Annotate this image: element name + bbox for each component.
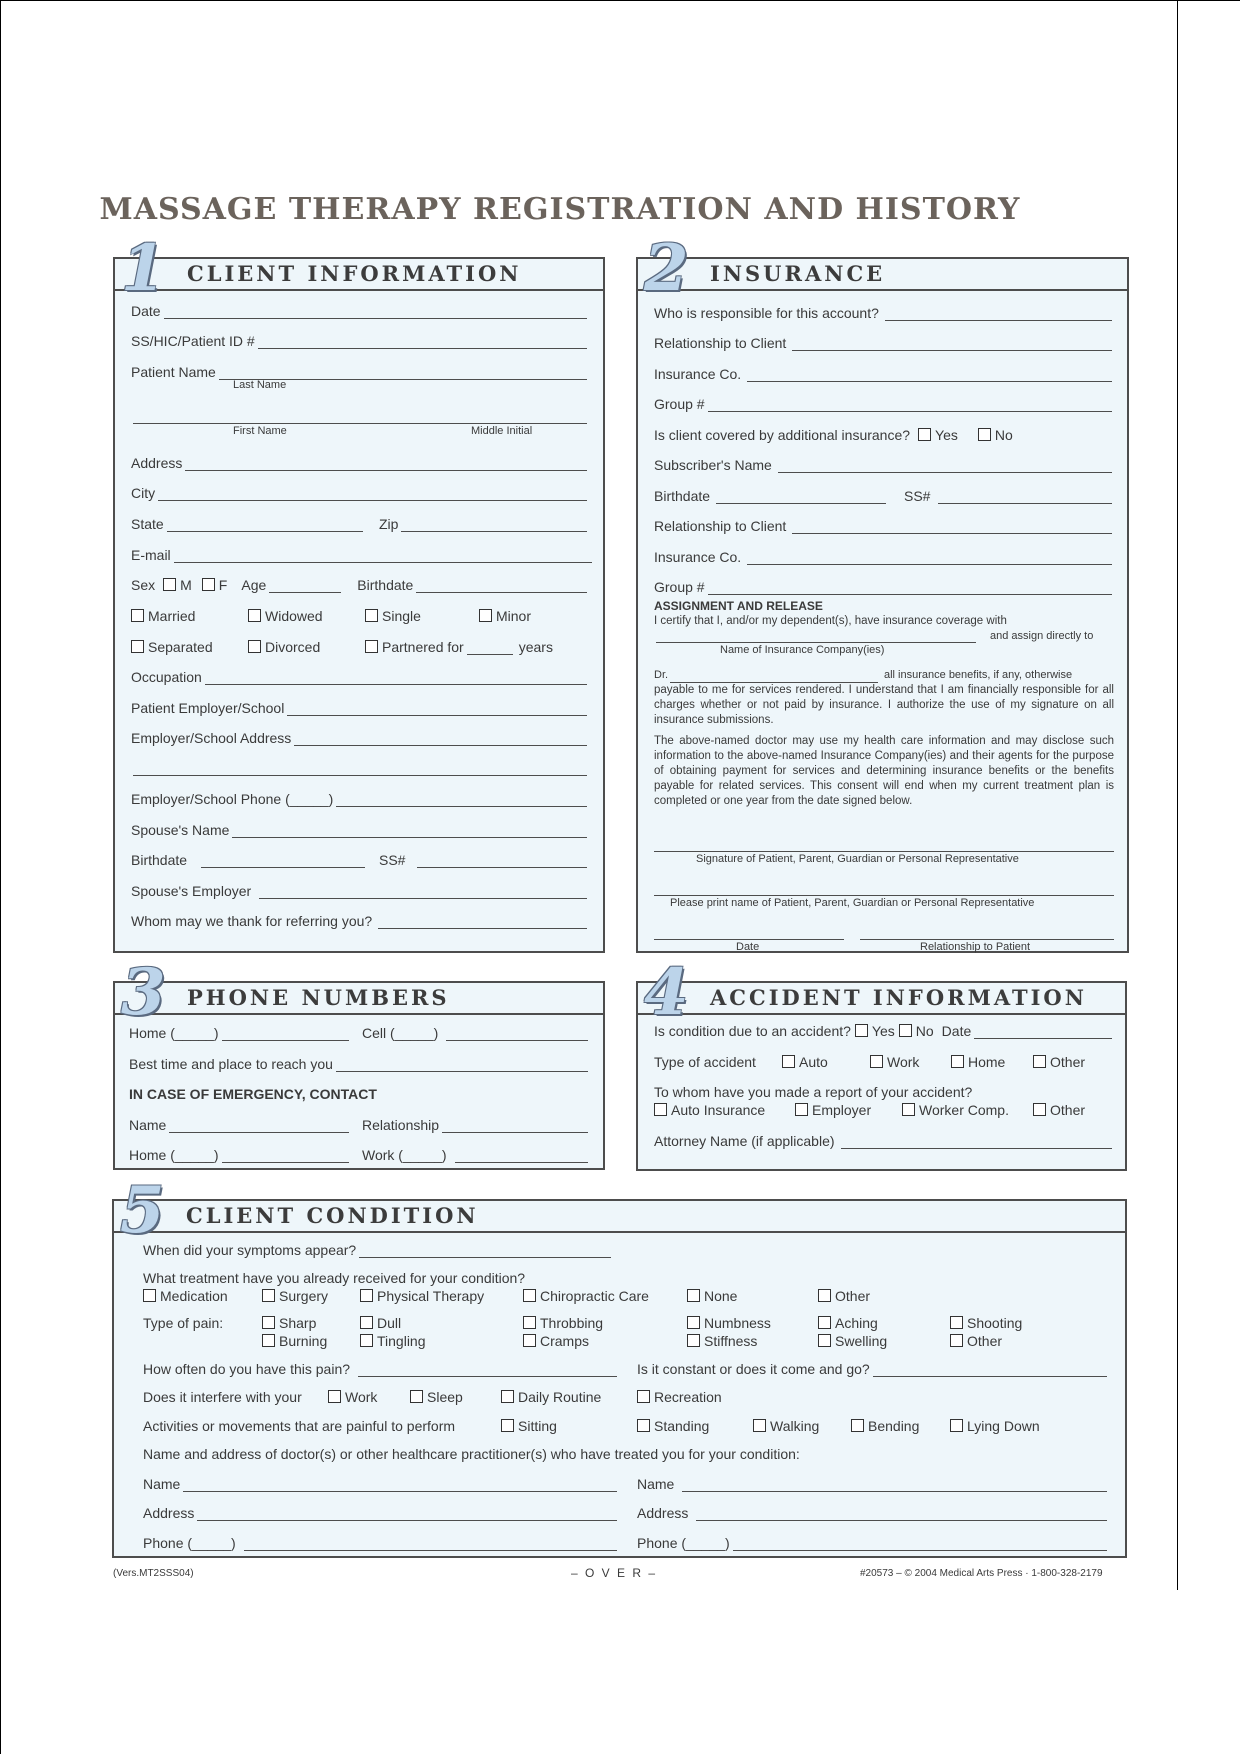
assign-direct-text: and assign directly to [990, 630, 1094, 642]
treatment-none-label: None [704, 1288, 738, 1304]
insurance-company-field[interactable] [656, 642, 976, 643]
treatment-physical-therapy-label: Physical Therapy [377, 1288, 485, 1304]
interfere-sleep-checkbox[interactable] [410, 1390, 423, 1403]
minor-checkbox[interactable] [479, 609, 492, 622]
patient-name-label: Patient Name [131, 364, 216, 380]
accident-other-label: Other [1050, 1054, 1086, 1070]
page-border-top [0, 0, 1240, 1]
treatment-other-checkbox[interactable] [818, 1289, 831, 1302]
subscriber-label: Subscriber's Name [654, 457, 772, 473]
subscriber-ss-field[interactable] [938, 489, 1112, 504]
spouse-employer-label: Spouse's Employer [131, 883, 252, 899]
employer-label: Patient Employer/School [131, 700, 285, 716]
age-field[interactable] [269, 578, 341, 593]
report-worker-comp-label: Worker Comp. [919, 1102, 1009, 1118]
pain-sharp-label: Sharp [279, 1315, 317, 1331]
occupation-label: Occupation [131, 669, 202, 685]
married-label: Married [148, 608, 196, 624]
insurance-co-label: Insurance Co. [654, 366, 742, 382]
additional-yes-checkbox[interactable] [918, 428, 931, 441]
pain-cramps-checkbox[interactable] [523, 1334, 536, 1347]
emergency-name-label: Name [129, 1117, 167, 1133]
section-phone-numbers [113, 955, 605, 1170]
pain-throbbing-checkbox[interactable] [523, 1316, 536, 1329]
activity-sitting-label: Sitting [518, 1418, 557, 1434]
activity-lying-down-label: Lying Down [967, 1418, 1040, 1434]
sex-m-label: M [180, 577, 192, 593]
activity-standing-checkbox[interactable] [637, 1419, 650, 1432]
additional-no-checkbox[interactable] [978, 428, 991, 441]
signature-field[interactable] [654, 851, 1114, 852]
accident-auto-checkbox[interactable] [782, 1055, 795, 1068]
email-field[interactable] [174, 548, 592, 563]
spouse-birthdate-field[interactable] [201, 853, 365, 868]
pain-burning-checkbox[interactable] [262, 1334, 275, 1347]
print-name-caption: Please print name of Patient, Parent, Guardian or Personal Representative [670, 897, 1035, 909]
treatment-surgery-label: Surgery [279, 1288, 329, 1304]
relationship-to-patient-caption: Relationship to Patient [920, 941, 1031, 953]
sex-label: Sex [131, 577, 156, 593]
interfere-label: Does it interfere with your [143, 1389, 302, 1405]
pain-cramps-label: Cramps [540, 1333, 590, 1349]
group2-field[interactable] [708, 580, 1112, 595]
age-label: Age [241, 577, 267, 593]
treatment-chiropractic-checkbox[interactable] [523, 1289, 536, 1302]
section-insurance [636, 231, 1129, 953]
interfere-daily-routine-checkbox[interactable] [501, 1390, 514, 1403]
treatment-surgery-checkbox[interactable] [262, 1289, 275, 1302]
relationship-field[interactable] [792, 336, 1112, 351]
activity-walking-checkbox[interactable] [753, 1419, 766, 1432]
pain-stiffness-checkbox[interactable] [687, 1334, 700, 1347]
emergency-heading: IN CASE OF EMERGENCY, CONTACT [129, 1086, 377, 1102]
interfere-recreation-label: Recreation [654, 1389, 722, 1405]
activity-sitting-checkbox[interactable] [501, 1419, 514, 1432]
responsible-field[interactable] [885, 306, 1112, 321]
doctor1-phone-field[interactable] [244, 1536, 617, 1551]
treatment-physical-therapy-checkbox[interactable] [360, 1289, 373, 1302]
pain-numbness-checkbox[interactable] [687, 1316, 700, 1329]
partnered-label: Partnered for [382, 639, 464, 655]
partnered-checkbox[interactable] [365, 640, 378, 653]
form-title: MASSAGE THERAPY REGISTRATION AND HISTORY [99, 192, 1021, 227]
widowed-label: Widowed [265, 608, 323, 624]
section-client-condition [112, 1173, 1127, 1558]
section-number: 3 [121, 955, 166, 1030]
interfere-work-checkbox[interactable] [328, 1390, 341, 1403]
doctor1-name-field[interactable] [183, 1477, 617, 1492]
section-title: CLIENT CONDITION [186, 1203, 479, 1228]
group2-label: Group # [654, 579, 705, 595]
last-name-caption: Last Name [233, 379, 287, 391]
spouse-employer-field[interactable] [259, 884, 587, 899]
home-phone-label: Home (_____) [129, 1025, 219, 1041]
version-code: (Vers.MT2SSS04) [113, 1568, 194, 1579]
over-indicator: – O V E R – [571, 1566, 658, 1580]
section-accident-information [636, 955, 1127, 1171]
additional-insurance-label: Is client covered by additional insurance? [654, 427, 911, 443]
interfere-daily-routine-label: Daily Routine [518, 1389, 602, 1405]
divorced-checkbox[interactable] [248, 640, 261, 653]
section-number: 4 [644, 955, 689, 1030]
doctor1-name-label: Name [143, 1476, 181, 1492]
interfere-recreation-checkbox[interactable] [637, 1390, 650, 1403]
interfere-work-label: Work [345, 1389, 378, 1405]
assignment-paragraph-3: The above-named doctor may use my health care information and may disclose such information to the above-named Insurance Company(ies) and their agents for the purpose of obtaining payment for services and determining insurance benefits or the benefits payable for related services. This consent will end when my current treatment plan is completed or one year from the date signed below. [654, 735, 1114, 807]
birthdate-label: Birthdate [357, 577, 414, 593]
cell-phone-field[interactable] [446, 1026, 588, 1041]
relationship2-label: Relationship to Client [654, 518, 787, 534]
city-field[interactable] [158, 486, 587, 501]
employer-address-field[interactable] [294, 731, 587, 746]
interfere-sleep-label: Sleep [427, 1389, 463, 1405]
emergency-relationship-field[interactable] [442, 1118, 588, 1133]
state-label: State [131, 516, 164, 532]
section-number: 2 [644, 231, 689, 306]
referral-field[interactable] [378, 914, 587, 929]
last-name-field[interactable] [219, 365, 587, 380]
section-title: PHONE NUMBERS [187, 985, 450, 1010]
separated-checkbox[interactable] [131, 640, 144, 653]
pain-burning-label: Burning [279, 1333, 328, 1349]
section-title: CLIENT INFORMATION [187, 261, 522, 286]
doctor2-phone-field[interactable] [733, 1536, 1107, 1551]
report-auto-insurance-label: Auto Insurance [671, 1102, 766, 1118]
accident-date-field[interactable] [974, 1024, 1112, 1039]
middle-initial-caption: Middle Initial [471, 425, 533, 437]
accident-no-label: No [915, 1023, 934, 1039]
treatment-label: What treatment have you already received for your condition? [143, 1270, 526, 1286]
constant-field[interactable] [873, 1362, 1107, 1377]
activity-lying-down-checkbox[interactable] [950, 1419, 963, 1432]
pain-tingling-label: Tingling [377, 1333, 426, 1349]
emergency-work-label: Work (_____) [362, 1147, 447, 1163]
report-employer-checkbox[interactable] [795, 1103, 808, 1116]
copyright: #20573 – © 2004 Medical Arts Press · 1-800-328-2179 [860, 1568, 1103, 1579]
treatment-other-label: Other [835, 1288, 871, 1304]
zip-label: Zip [379, 516, 399, 532]
additional-no-label: No [994, 427, 1013, 443]
subscriber-field[interactable] [778, 458, 1112, 473]
patient-id-field[interactable] [258, 334, 587, 349]
activity-standing-label: Standing [654, 1418, 710, 1434]
subscriber-birthdate-field[interactable] [716, 489, 886, 504]
emergency-name-field[interactable] [169, 1118, 349, 1133]
cell-phone-label: Cell (_____) [362, 1025, 439, 1041]
best-time-label: Best time and place to reach you [129, 1056, 333, 1072]
years-label: years [518, 639, 553, 655]
doctor2-phone-label: Phone (_____) [637, 1535, 730, 1551]
symptoms-label: When did your symptoms appear? [143, 1242, 357, 1258]
group-label: Group # [654, 396, 705, 412]
spouse-birthdate-label: Birthdate [131, 852, 188, 868]
emergency-home-label: Home (_____) [129, 1147, 219, 1163]
accident-type-label: Type of accident [654, 1054, 756, 1070]
sex-f-label: F [218, 577, 228, 593]
group-field[interactable] [708, 397, 1112, 412]
signed-date-caption: Date [736, 941, 760, 953]
accident-yes-checkbox[interactable] [855, 1024, 868, 1037]
signed-date-field[interactable] [654, 939, 844, 940]
attorney-label: Attorney Name (if applicable) [654, 1133, 835, 1149]
accident-no-checkbox[interactable] [899, 1024, 912, 1037]
accident-other-checkbox[interactable] [1033, 1055, 1046, 1068]
sex-f-checkbox[interactable] [202, 578, 215, 591]
assignment-title: ASSIGNMENT AND RELEASE [654, 599, 823, 613]
section-header [638, 955, 1125, 1030]
activity-bending-checkbox[interactable] [851, 1419, 864, 1432]
pain-other-label: Other [967, 1333, 1003, 1349]
accident-due-label: Is condition due to an accident? [654, 1023, 851, 1039]
pain-swelling-checkbox[interactable] [818, 1334, 831, 1347]
assignment-paragraph-2: payable to me for services rendered. I understand that I am financially responsible for all charges whether or not paid by insurance. I authorize the use of my signature on all insurance submissions. [654, 684, 1114, 726]
pain-dull-checkbox[interactable] [360, 1316, 373, 1329]
doctor2-address-field[interactable] [696, 1506, 1107, 1521]
attorney-field[interactable] [841, 1134, 1112, 1149]
pain-dull-label: Dull [377, 1315, 402, 1331]
relationship2-field[interactable] [792, 519, 1112, 534]
subscriber-ss-label: SS# [904, 488, 931, 504]
dr-label: Dr. [654, 669, 669, 681]
married-checkbox[interactable] [131, 609, 144, 622]
widowed-checkbox[interactable] [248, 609, 261, 622]
section-header [115, 231, 603, 306]
section-number: 1 [121, 231, 166, 306]
spouse-name-field[interactable] [232, 823, 587, 838]
page-border-left [0, 0, 1, 1754]
report-other-label: Other [1050, 1102, 1086, 1118]
birthdate-field[interactable] [416, 578, 587, 593]
doctor1-address-label: Address [143, 1505, 195, 1521]
patient-id-label: SS/HIC/Patient ID # [131, 333, 255, 349]
occupation-field[interactable] [205, 670, 587, 685]
emergency-relationship-label: Relationship [362, 1117, 440, 1133]
pain-sharp-checkbox[interactable] [262, 1316, 275, 1329]
how-often-field[interactable] [358, 1362, 617, 1377]
pain-stiffness-label: Stiffness [704, 1333, 758, 1349]
section-header [638, 231, 1127, 306]
city-label: City [131, 485, 156, 501]
spouse-name-label: Spouse's Name [131, 822, 230, 838]
sex-m-checkbox[interactable] [163, 578, 176, 591]
treatment-chiropractic-label: Chiropractic Care [540, 1288, 649, 1304]
single-checkbox[interactable] [365, 609, 378, 622]
insurance-co2-field[interactable] [747, 550, 1112, 565]
accident-auto-label: Auto [799, 1054, 828, 1070]
date-label: Date [131, 303, 161, 319]
insurance-co-field[interactable] [747, 367, 1112, 382]
accident-date-label: Date [941, 1023, 972, 1039]
first-name-caption: First Name [233, 425, 287, 437]
minor-label: Minor [496, 608, 532, 624]
first-name-field[interactable] [133, 423, 587, 424]
separated-label: Separated [148, 639, 213, 655]
spouse-ss-field[interactable] [417, 853, 587, 868]
relationship-to-patient-field[interactable] [860, 939, 1114, 940]
activities-label: Activities or movements that are painful to perform [143, 1418, 456, 1434]
activity-walking-label: Walking [770, 1418, 820, 1434]
email-label: E-mail [131, 547, 171, 563]
report-label: To whom have you made a report of your accident? [654, 1084, 973, 1100]
divorced-label: Divorced [265, 639, 321, 655]
pain-type-label: Type of pain: [143, 1315, 224, 1331]
report-employer-label: Employer [812, 1102, 872, 1118]
pain-aching-checkbox[interactable] [818, 1316, 831, 1329]
treatment-medication-label: Medication [160, 1288, 228, 1304]
report-other-checkbox[interactable] [1033, 1103, 1046, 1116]
employer-address-label: Employer/School Address [131, 730, 292, 746]
address-label: Address [131, 455, 183, 471]
doctor2-address-label: Address [637, 1505, 689, 1521]
section-title: INSURANCE [710, 261, 886, 286]
insurance-co2-label: Insurance Co. [654, 549, 742, 565]
best-time-field[interactable] [336, 1057, 588, 1072]
partnered-years-field[interactable] [467, 640, 513, 655]
all-benefits-text: all insurance benefits, if any, otherwise [884, 669, 1073, 681]
how-often-label: How often do you have this pain? [143, 1361, 351, 1377]
relationship-label: Relationship to Client [654, 335, 787, 351]
treatment-medication-checkbox[interactable] [143, 1289, 156, 1302]
date-field[interactable] [164, 304, 587, 319]
doctor1-phone-label: Phone (_____) [143, 1535, 236, 1551]
subscriber-birthdate-label: Birthdate [654, 488, 711, 504]
pain-swelling-label: Swelling [835, 1333, 888, 1349]
employer-address-field-2[interactable] [133, 775, 587, 776]
accident-yes-label: Yes [871, 1023, 895, 1039]
section-title: ACCIDENT INFORMATION [710, 985, 1087, 1010]
pain-aching-label: Aching [835, 1315, 878, 1331]
referral-label: Whom may we thank for referring you? [131, 913, 373, 929]
doctor2-name-label: Name [637, 1476, 675, 1492]
state-field[interactable] [167, 517, 363, 532]
print-name-field[interactable] [654, 895, 1114, 896]
employer-phone-field[interactable] [336, 792, 587, 807]
doctors-label: Name and address of doctor(s) or other healthcare practitioner(s) who have treated you for your condition: [143, 1446, 800, 1462]
doctor2-name-field[interactable] [682, 1477, 1107, 1492]
spouse-ss-label: SS# [379, 852, 406, 868]
emergency-work-field[interactable] [455, 1148, 588, 1163]
single-label: Single [382, 608, 421, 624]
employer-field[interactable] [287, 701, 587, 716]
accident-home-checkbox[interactable] [951, 1055, 964, 1068]
emergency-home-field[interactable] [222, 1148, 350, 1163]
accident-home-label: Home [968, 1054, 1006, 1070]
section-client-information [113, 231, 605, 953]
signature-caption: Signature of Patient, Parent, Guardian or Personal Representative [696, 853, 1019, 865]
pain-numbness-label: Numbness [704, 1315, 771, 1331]
symptoms-field[interactable] [359, 1243, 611, 1258]
report-worker-comp-checkbox[interactable] [902, 1103, 915, 1116]
address-field[interactable] [185, 456, 587, 471]
responsible-label: Who is responsible for this account? [654, 305, 879, 321]
accident-work-label: Work [887, 1054, 920, 1070]
pain-shooting-checkbox[interactable] [950, 1316, 963, 1329]
section-header [115, 955, 603, 1030]
pain-shooting-label: Shooting [967, 1315, 1023, 1331]
section-number: 5 [120, 1173, 165, 1248]
employer-phone-label: Employer/School Phone (_____) [131, 791, 334, 807]
insurance-company-caption: Name of Insurance Company(ies) [720, 644, 885, 656]
pain-throbbing-label: Throbbing [540, 1315, 604, 1331]
assignment-intro: I certify that I, and/or my dependent(s), have insurance coverage with [654, 615, 1007, 627]
additional-yes-label: Yes [935, 427, 958, 443]
constant-label: Is it constant or does it come and go? [637, 1361, 870, 1377]
accident-work-checkbox[interactable] [870, 1055, 883, 1068]
zip-field[interactable] [401, 517, 587, 532]
page-border-right [1177, 0, 1178, 1590]
doctor1-address-field[interactable] [197, 1506, 617, 1521]
section-header [114, 1173, 1125, 1248]
pain-tingling-checkbox[interactable] [360, 1334, 373, 1347]
activity-bending-label: Bending [868, 1418, 920, 1434]
report-auto-insurance-checkbox[interactable] [654, 1103, 667, 1116]
pain-other-checkbox[interactable] [950, 1334, 963, 1347]
treatment-none-checkbox[interactable] [687, 1289, 700, 1302]
home-phone-field[interactable] [222, 1026, 350, 1041]
